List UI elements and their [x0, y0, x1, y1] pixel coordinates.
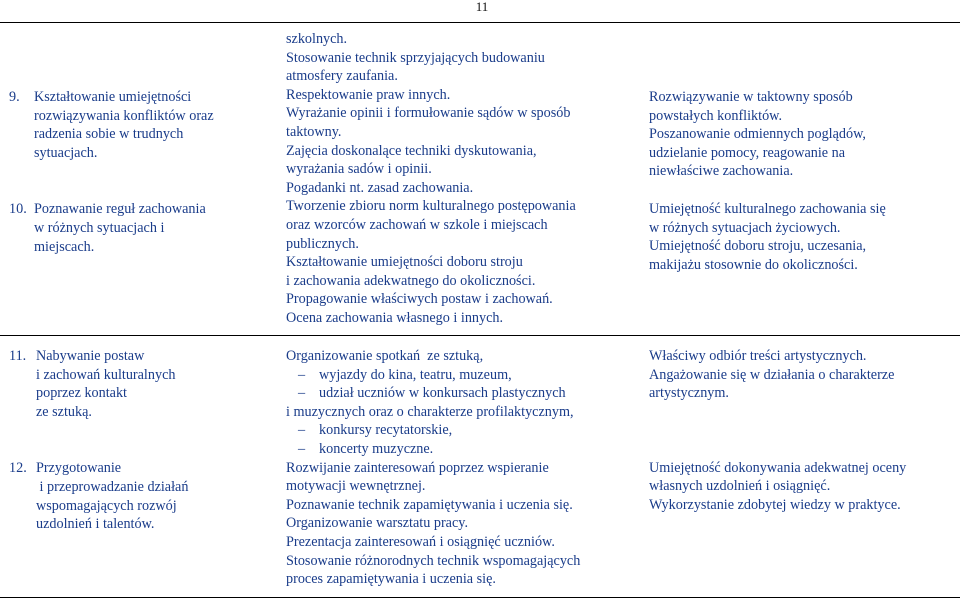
- method-list-text: i muzycznych oraz o charakterze profilaktycznym,: [286, 403, 574, 420]
- method-text: proces zapamiętywania i uczenia się.: [286, 571, 496, 588]
- objective-text: i przeprowadzanie działań: [36, 478, 189, 495]
- table-top-border: [0, 22, 960, 23]
- dash-bullet: –: [298, 440, 306, 457]
- outcomes-column-bottom: [649, 347, 954, 515]
- outcome-text: udzielanie pomocy, reagowanie na: [649, 144, 846, 161]
- outcome-text: artystycznym.: [649, 385, 729, 402]
- outcome-text: Rozwiązywanie w taktowny sposób: [649, 89, 853, 105]
- outcome-text: w różnych sytuacjach życiowych.: [649, 219, 841, 236]
- objective-text: Poznawanie reguł zachowania: [34, 201, 206, 218]
- method-text: Kształtowanie umiejętności doboru stroju: [286, 254, 523, 271]
- method-text: oraz wzorców zachowań w szkole i miejscach: [286, 216, 548, 233]
- method-list-text: konkursy recytatorskie,: [319, 422, 453, 439]
- objectives-column-top: [9, 88, 264, 256]
- objective-text: sytuacjach.: [34, 144, 98, 161]
- method-list-item: [286, 421, 631, 440]
- outcome-text: Umiejętność dokonywania adekwatnej oceny: [649, 459, 907, 476]
- outcome-text: Angażowanie się w działania o charakterze: [649, 366, 895, 383]
- method-text: Poznawanie technik zapamiętywania i uczenia się.: [286, 496, 573, 513]
- outcome-block: [649, 200, 954, 274]
- outcomes-column-top: [649, 88, 954, 274]
- outcome-text: Właściwy odbiór treści artystycznych.: [649, 348, 867, 364]
- objective-number: 12.: [9, 460, 27, 477]
- method-text: Prezentacja zainteresowań i osiągnięć uczniów.: [286, 533, 555, 550]
- objective-number: 10.: [9, 201, 27, 218]
- method-text: Pogadanki nt. zasad zachowania.: [286, 179, 474, 196]
- objectives-column-bottom: [9, 347, 264, 534]
- methods-column-top: [286, 30, 626, 328]
- objective-text: radzenia sobie w trudnych: [34, 126, 184, 143]
- outcome-text: własnych uzdolnień i osiągnięć.: [649, 478, 831, 495]
- dash-bullet: –: [298, 366, 306, 383]
- objective-text: w różnych sytuacjach i: [34, 219, 165, 236]
- outcome-block: [649, 88, 954, 181]
- table-row-divider: [0, 335, 960, 336]
- method-text: Tworzenie zbioru norm kulturalnego postępowania: [286, 198, 576, 215]
- method-text: Zajęcia doskonalące techniki dyskutowania,: [286, 142, 537, 159]
- objective-text: Kształtowanie umiejętności: [34, 89, 192, 105]
- method-list-item: [286, 366, 631, 385]
- method-text: taktowny.: [286, 123, 342, 140]
- objective-text: Przygotowanie: [36, 460, 122, 477]
- method-text: Organizowanie warsztatu pracy.: [286, 515, 468, 532]
- method-text: wyrażania sadów i opinii.: [286, 161, 432, 178]
- objective-10: [9, 200, 264, 256]
- outcome-text: makijażu stosownie do okoliczności.: [649, 256, 858, 273]
- methods-column-bottom: [286, 347, 631, 589]
- objective-number: 9.: [9, 89, 20, 105]
- dash-bullet: –: [298, 385, 306, 402]
- method-list-text: koncerty muzyczne.: [319, 440, 434, 457]
- dash-bullet: –: [298, 422, 306, 439]
- method-text: Rozwijanie zainteresowań poprzez wspieranie: [286, 459, 549, 476]
- method-list-item: [286, 384, 631, 403]
- method-text: Respektowanie praw innych.: [286, 86, 451, 103]
- method-list-text: wyjazdy do kina, teatru, muzeum,: [319, 366, 512, 383]
- method-list-item: [286, 440, 631, 459]
- outcome-text: Umiejętność doboru stroju, uczesania,: [649, 238, 867, 255]
- outcome-block: [649, 347, 954, 403]
- objective-text: rozwiązywania konfliktów oraz: [34, 107, 214, 124]
- outcome-block: [649, 459, 954, 515]
- method-text: Wyrażanie opinii i formułowanie sądów w sposób: [286, 105, 571, 122]
- method-list-text: udział uczniów w konkursach plastycznych: [319, 385, 566, 402]
- objective-text: wspomagających rozwój: [36, 497, 177, 514]
- method-text: Organizowanie spotkań ze sztuką,: [286, 348, 484, 364]
- outcome-text: Umiejętność kulturalnego zachowania się: [649, 200, 886, 217]
- outcome-text: Poszanowanie odmiennych poglądów,: [649, 126, 866, 143]
- objective-text: ze sztuką.: [36, 403, 92, 420]
- method-text: szkolnych.: [286, 31, 348, 47]
- objective-text: poprzez kontakt: [36, 385, 127, 402]
- objective-12: [9, 459, 264, 533]
- objective-text: i zachowań kulturalnych: [36, 366, 176, 383]
- page-number: 11: [475, 0, 489, 14]
- method-text: atmosfery zaufania.: [286, 68, 398, 85]
- method-text: publicznych.: [286, 235, 359, 252]
- method-text: Stosowanie technik sprzyjających budowaniu: [286, 49, 545, 66]
- outcome-text: Wykorzystanie zdobytej wiedzy w praktyce.: [649, 496, 901, 513]
- method-text: Stosowanie różnorodnych technik wspomagających: [286, 552, 581, 569]
- method-text: Propagowanie właściwych postaw i zachowań.: [286, 291, 553, 308]
- objective-9: [9, 88, 264, 162]
- objective-text: miejscach.: [34, 238, 95, 255]
- objective-number: 11.: [9, 348, 27, 364]
- objective-text: Nabywanie postaw: [36, 348, 145, 364]
- outcome-text: powstałych konfliktów.: [649, 107, 783, 124]
- outcome-text: niewłaściwe zachowania.: [649, 163, 794, 180]
- method-text: i zachowania adekwatnego do okoliczności.: [286, 272, 536, 289]
- method-text: Ocena zachowania własnego i innych.: [286, 309, 504, 326]
- method-text: motywacji wewnętrznej.: [286, 478, 426, 495]
- objective-11: [9, 347, 264, 421]
- objective-text: uzdolnień i talentów.: [36, 516, 155, 533]
